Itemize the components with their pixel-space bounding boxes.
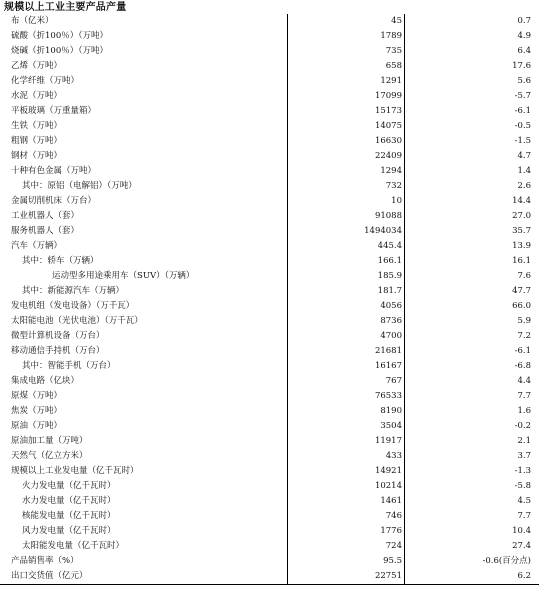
- table-row: [0, 479, 539, 494]
- table-row: [0, 239, 539, 254]
- output-value-cell: 1789: [288, 29, 405, 44]
- product-name-cell: 产品销售率（%）: [0, 554, 288, 569]
- growth-rate-cell: 6.4: [517, 46, 531, 56]
- growth-rate-cell: 3.7: [517, 451, 531, 461]
- table-row: [0, 539, 539, 554]
- growth-rate-cell: -5.7: [514, 91, 531, 101]
- table-row: [0, 344, 539, 359]
- growth-rate-cell: -6.1: [514, 106, 531, 116]
- table-row: [0, 329, 539, 344]
- growth-rate-cell: -1.5: [514, 136, 531, 146]
- output-value-cell: 1461: [288, 494, 405, 509]
- output-value-cell: 76533: [288, 389, 405, 404]
- growth-rate-cell: 7.6: [517, 271, 531, 281]
- output-value-cell: 14075: [288, 119, 405, 134]
- output-value-cell: 11917: [288, 434, 405, 449]
- output-value-cell: 1494034: [288, 224, 405, 239]
- output-value-cell: 10214: [288, 479, 405, 494]
- table-row: [0, 14, 539, 29]
- growth-rate-cell: 0.7: [517, 16, 531, 26]
- product-name-cell: 水力发电量（亿千瓦时）: [0, 494, 288, 509]
- output-value-cell: 445.4: [288, 239, 405, 254]
- growth-rate-cell: -0.5: [514, 121, 531, 131]
- product-name-cell: 微型计算机设备（万台）: [0, 329, 288, 344]
- growth-rate-cell: 4.4: [517, 376, 531, 386]
- growth-rate-cell: 27.0: [512, 211, 531, 221]
- product-name-cell: 核能发电量（亿千瓦时）: [0, 509, 288, 524]
- product-name-cell: 原煤（万吨）: [0, 389, 288, 404]
- growth-rate-cell: 13.9: [512, 241, 531, 251]
- output-value-cell: 8190: [288, 404, 405, 419]
- growth-rate-cell: 4.5: [517, 496, 531, 506]
- table-row: [0, 179, 539, 194]
- product-name-cell: 钢材（万吨）: [0, 149, 288, 164]
- growth-rate-cell: 4.9: [517, 31, 531, 41]
- product-name-cell: 原油加工量（万吨）: [0, 434, 288, 449]
- product-name-cell: 硫酸（折100％）（万吨）: [0, 29, 288, 44]
- output-value-cell: 15173: [288, 104, 405, 119]
- growth-rate-cell: 7.7: [517, 391, 531, 401]
- output-value-cell: 16167: [288, 359, 405, 374]
- table-row: [0, 224, 539, 239]
- table-row: [0, 164, 539, 179]
- output-value-cell: 746: [288, 509, 405, 524]
- output-value-cell: 22409: [288, 149, 405, 164]
- growth-rate-cell: 4.7: [517, 151, 531, 161]
- table-row: [0, 299, 539, 314]
- product-name-cell: 火力发电量（亿千瓦时）: [0, 479, 288, 494]
- product-name-cell: 运动型多用途乘用车（SUV）（万辆）: [0, 269, 288, 284]
- output-value-cell: 724: [288, 539, 405, 554]
- product-name-cell: 集成电路（亿块）: [0, 374, 288, 389]
- table-row: [0, 464, 539, 479]
- table-row: [0, 554, 539, 569]
- growth-rate-cell: 66.0: [512, 301, 531, 311]
- output-value-cell: 1294: [288, 164, 405, 179]
- table-row: [0, 284, 539, 299]
- product-name-cell: 十种有色金属（万吨）: [0, 164, 288, 179]
- table-row: [0, 374, 539, 389]
- product-output-table: [0, 14, 539, 585]
- table-row: [0, 59, 539, 74]
- output-value-cell: 10: [288, 194, 405, 209]
- product-name-cell: 风力发电量（亿千瓦时）: [0, 524, 288, 539]
- growth-rate-cell: 10.4: [512, 526, 531, 536]
- output-value-cell: 4700: [288, 329, 405, 344]
- table-row: [0, 524, 539, 539]
- output-value-cell: 4056: [288, 299, 405, 314]
- growth-rate-cell: -0.6(百分点): [482, 556, 531, 566]
- output-value-cell: 91088: [288, 209, 405, 224]
- product-name-cell: 生铁（万吨）: [0, 119, 288, 134]
- table-row: [0, 209, 539, 224]
- growth-rate-cell: 2.1: [517, 436, 531, 446]
- growth-rate-cell: -6.8: [514, 361, 531, 371]
- table-row: [0, 434, 539, 449]
- product-name-cell: 天然气（亿立方米）: [0, 449, 288, 464]
- output-value-cell: 433: [288, 449, 405, 464]
- output-value-cell: 14921: [288, 464, 405, 479]
- growth-rate-cell: -0.2: [514, 421, 531, 431]
- growth-rate-cell: -1.3: [514, 466, 531, 476]
- product-name-cell: 布（亿米）: [0, 14, 288, 29]
- table-row: [0, 254, 539, 269]
- table-row: [0, 269, 539, 284]
- table-row: [0, 194, 539, 209]
- output-value-cell: 1776: [288, 524, 405, 539]
- product-name-cell: 烧碱（折100％）（万吨）: [0, 44, 288, 59]
- growth-rate-cell: -6.1: [514, 346, 531, 356]
- product-name-cell: 其中：轿车（万辆）: [0, 254, 288, 269]
- output-value-cell: 8736: [288, 314, 405, 329]
- growth-rate-cell: 1.6: [517, 406, 531, 416]
- growth-rate-cell: 7.2: [517, 331, 531, 341]
- table-row: [0, 359, 539, 374]
- growth-rate-cell: 35.7: [512, 226, 531, 236]
- product-name-cell: 平板玻璃（万重量箱）: [0, 104, 288, 119]
- table-row: [0, 149, 539, 164]
- output-value-cell: 3504: [288, 419, 405, 434]
- product-name-cell: 太阳能发电量（亿千瓦时）: [0, 539, 288, 554]
- output-value-cell: 22751: [288, 569, 405, 585]
- output-value-cell: 166.1: [288, 254, 405, 269]
- growth-rate-cell: 14.4: [512, 196, 531, 206]
- table-row: [0, 29, 539, 44]
- table-row: [0, 404, 539, 419]
- output-value-cell: 95.5: [288, 554, 405, 569]
- output-value-cell: 185.9: [288, 269, 405, 284]
- growth-rate-cell: 6.2: [405, 569, 539, 585]
- growth-rate-cell: -5.8: [514, 481, 531, 491]
- product-name-cell: 水泥（万吨）: [0, 89, 288, 104]
- growth-rate-cell: 5.6: [517, 76, 531, 86]
- product-name-cell: 金属切削机床（万台）: [0, 194, 288, 209]
- growth-rate-cell: 1.4: [517, 166, 531, 176]
- output-value-cell: 45: [288, 14, 405, 29]
- table-row: [0, 134, 539, 149]
- product-name-cell: 其中：智能手机（万台）: [0, 359, 288, 374]
- table-row: [0, 419, 539, 434]
- growth-rate-cell: 47.7: [512, 286, 531, 296]
- growth-rate-cell: 16.1: [512, 256, 531, 266]
- table-row: [0, 569, 539, 585]
- output-value-cell: 732: [288, 179, 405, 194]
- product-name-cell: 原油（万吨）: [0, 419, 288, 434]
- product-name-cell: 出口交货值（亿元）: [0, 569, 288, 585]
- output-value-cell: 658: [288, 59, 405, 74]
- output-value-cell: 17099: [288, 89, 405, 104]
- output-value-cell: 16630: [288, 134, 405, 149]
- product-name-cell: 其中：新能源汽车（万辆）: [0, 284, 288, 299]
- table-row: [0, 44, 539, 59]
- table-row: [0, 509, 539, 524]
- table-row: [0, 89, 539, 104]
- product-name-cell: 化学纤维（万吨）: [0, 74, 288, 89]
- output-value-cell: 181.7: [288, 284, 405, 299]
- growth-rate-cell: 17.6: [512, 61, 531, 71]
- growth-rate-cell: 7.7: [517, 511, 531, 521]
- table-row: [0, 449, 539, 464]
- output-value-cell: 21681: [288, 344, 405, 359]
- table-row: [0, 119, 539, 134]
- product-name-cell: 发电机组（发电设备）（万千瓦）: [0, 299, 288, 314]
- product-name-cell: 汽车（万辆）: [0, 239, 288, 254]
- product-name-cell: 移动通信手持机（万台）: [0, 344, 288, 359]
- table-row: [0, 104, 539, 119]
- table-row: [0, 494, 539, 509]
- product-name-cell: 太阳能电池（光伏电池）（万千瓦）: [0, 314, 288, 329]
- output-value-cell: 767: [288, 374, 405, 389]
- product-name-cell: 服务机器人（套）: [0, 224, 288, 239]
- product-name-cell: 工业机器人（套）: [0, 209, 288, 224]
- product-name-cell: 粗钢（万吨）: [0, 134, 288, 149]
- growth-rate-cell: 5.9: [517, 316, 531, 326]
- product-name-cell: 其中：原铝（电解铝）（万吨）: [0, 179, 288, 194]
- table-row: [0, 389, 539, 404]
- table-row: [0, 314, 539, 329]
- growth-rate-cell: 27.4: [512, 541, 531, 551]
- output-value-cell: 735: [288, 44, 405, 59]
- product-name-cell: 乙烯（万吨）: [0, 59, 288, 74]
- product-name-cell: 焦炭（万吨）: [0, 404, 288, 419]
- growth-rate-cell: 2.6: [517, 181, 531, 191]
- output-value-cell: 1291: [288, 74, 405, 89]
- table-body: [0, 14, 539, 585]
- table-row: [0, 74, 539, 89]
- page-title: 规模以上工业主要产品产量: [4, 2, 127, 13]
- product-name-cell: 规模以上工业发电量（亿千瓦时）: [0, 464, 288, 479]
